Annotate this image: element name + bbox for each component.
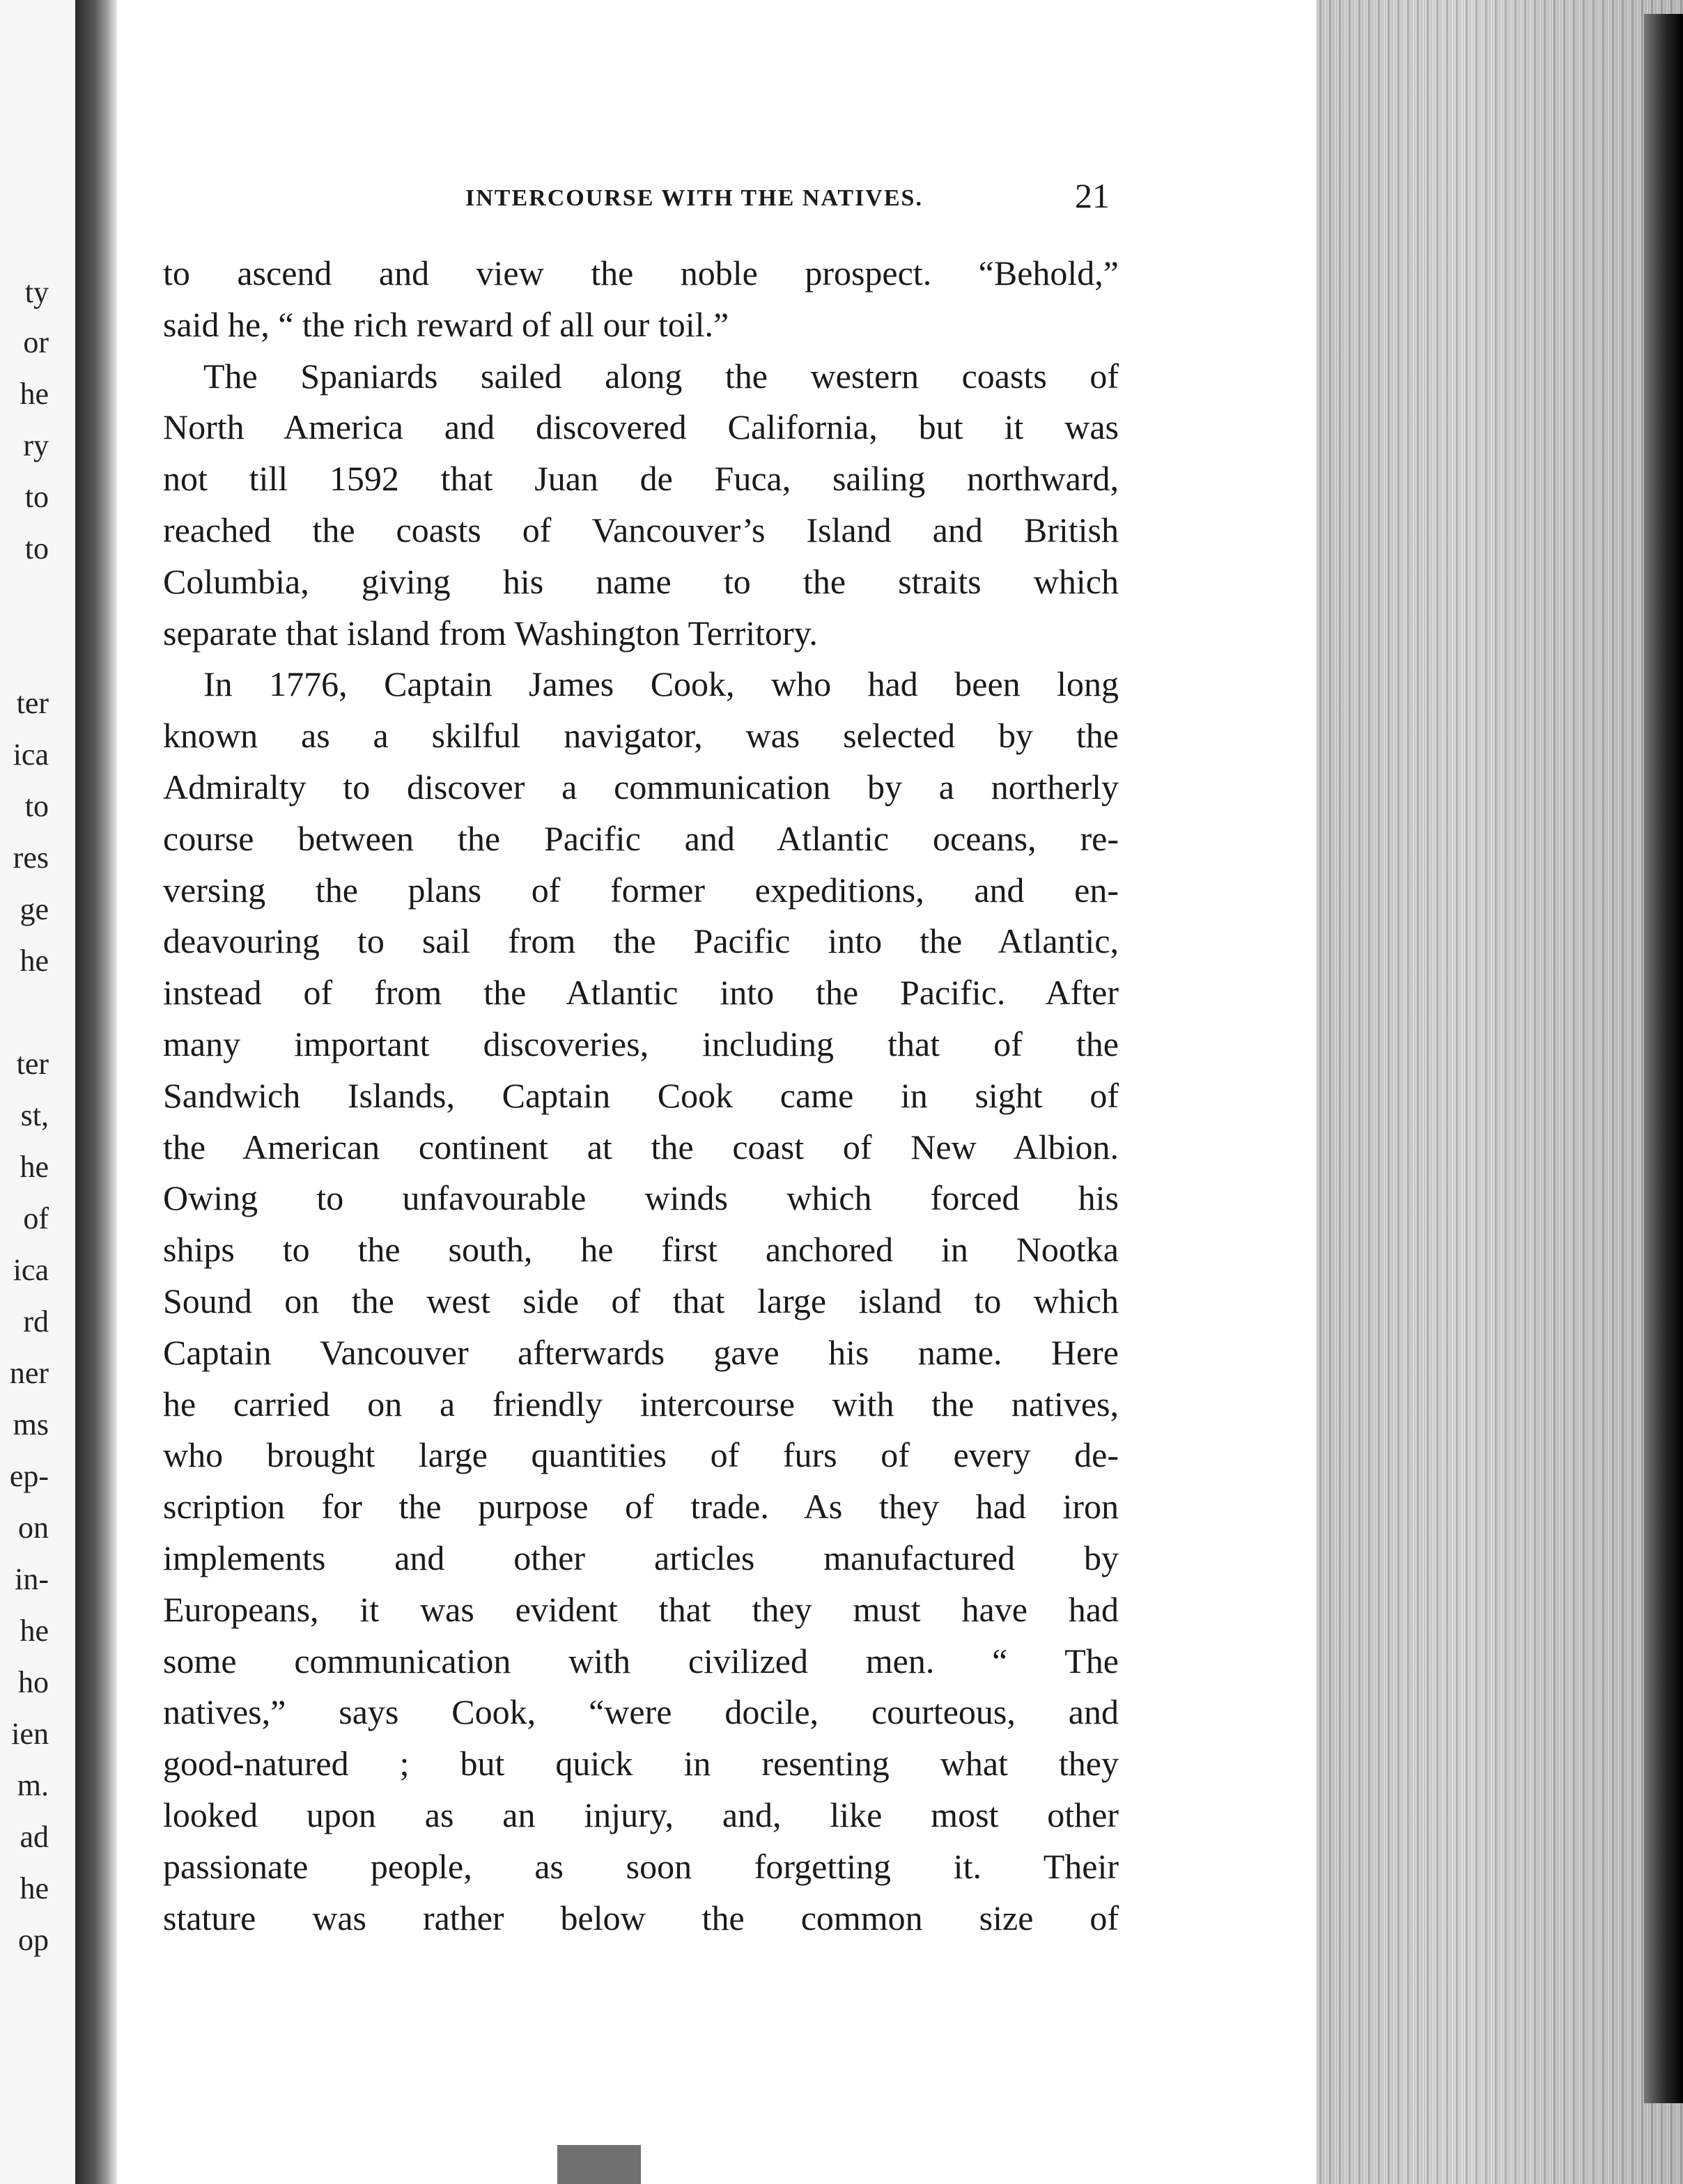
text-line: many important discoveries, including that of the xyxy=(163,1024,1119,1063)
text-line: he carried on a friendly intercourse with the natives, xyxy=(163,1384,1119,1424)
text-line: separate that island from Washington Territory. xyxy=(163,613,818,653)
previous-page-fragment: on xyxy=(18,1511,49,1545)
text-line: implements and other articles manufactured by xyxy=(163,1538,1119,1577)
text-line: not till 1592 that Juan de Fuca, sailing northward, xyxy=(163,459,1119,499)
text-line: looked upon as an injury, and, like most other xyxy=(163,1795,1119,1834)
previous-page-fragment: ter xyxy=(16,686,49,720)
text-line: scription for the purpose of trade. As they had iron xyxy=(163,1487,1119,1527)
previous-page-fragment: op xyxy=(18,1923,49,1957)
previous-page-text-fragments xyxy=(0,0,75,2184)
previous-page-fragment: ge xyxy=(20,892,49,926)
text-line: Europeans, it was evident that they must have had xyxy=(163,1589,1119,1629)
text-line: to ascend and view the noble prospect. “Behold,” xyxy=(163,254,1119,292)
page-number: 21 xyxy=(1075,176,1110,215)
text-line: Sound on the west side of that large island to which xyxy=(163,1281,1119,1320)
previous-page-fragment: he xyxy=(20,377,49,411)
text-line: North America and discovered California, but it was xyxy=(163,407,1119,447)
text-line: said he, “ the rich reward of all our toil.” xyxy=(163,304,729,344)
book-page xyxy=(117,0,1317,2184)
previous-page-fragment: ica xyxy=(13,1253,49,1287)
text-line: deavouring to sail from the Pacific into the Atlantic, xyxy=(163,921,1119,961)
previous-page-fragment: ter xyxy=(16,1047,49,1081)
previous-page-fragment: he xyxy=(20,1871,49,1905)
book-cover-edge xyxy=(1644,14,1683,2103)
previous-page-fragment: to xyxy=(24,789,49,823)
text-line: good-natured ; but quick in resenting what they xyxy=(163,1744,1119,1784)
previous-page-fragment: res xyxy=(13,841,49,875)
text-line: course between the Pacific and Atlantic oceans, re- xyxy=(163,818,1119,858)
previous-page-fragment: ica xyxy=(13,738,49,772)
page-edge-shading xyxy=(1317,0,1683,2184)
previous-page-fragment: ho xyxy=(18,1665,49,1699)
text-line: Sandwich Islands, Captain Cook came in sight of xyxy=(163,1075,1119,1115)
text-line: instead of from the Atlantic into the Pacific. After xyxy=(163,973,1119,1013)
text-line: some communication with civilized men. “ The xyxy=(163,1641,1119,1680)
paragraph-first-line: The Spaniards sailed along the western coasts of xyxy=(203,356,1119,396)
previous-page-fragment: rd xyxy=(23,1304,49,1339)
text-line: known as a skilful navigator, was selected by the xyxy=(163,716,1119,756)
text-line: stature was rather below the common size of xyxy=(163,1898,1119,1937)
previous-page-fragment: to xyxy=(24,531,49,566)
previous-page-fragment: ry xyxy=(23,428,49,462)
previous-page-fragment: ien xyxy=(11,1717,49,1751)
text-line: versing the plans of former expeditions, and en- xyxy=(163,870,1119,910)
previous-page-fragment: he xyxy=(20,1614,49,1648)
previous-page-fragment: ty xyxy=(24,275,49,309)
running-head: INTERCOURSE WITH THE NATIVES. xyxy=(465,185,923,211)
book-binding-gutter xyxy=(75,0,117,2184)
text-line: reached the coasts of Vancouver’s Island and British xyxy=(163,510,1119,549)
previous-page-fragment: or xyxy=(23,325,49,359)
previous-page-fragment: m. xyxy=(17,1768,49,1802)
previous-page-fragment: ms xyxy=(13,1407,49,1442)
text-line: who brought large quantities of furs of every de- xyxy=(163,1435,1119,1475)
text-line: passionate people, as soon forgetting it. Their xyxy=(163,1846,1119,1886)
previous-page-fragment: of xyxy=(23,1201,49,1235)
previous-page-fragment: to xyxy=(24,480,49,514)
text-line: Captain Vancouver afterwards gave his name. Here xyxy=(163,1332,1119,1372)
text-line: Admiralty to discover a communication by a northerly xyxy=(163,767,1119,806)
text-line: ships to the south, he first anchored in Nootka xyxy=(163,1230,1119,1270)
previous-page-fragment: in- xyxy=(15,1562,49,1596)
previous-page-fragment: ad xyxy=(20,1820,49,1854)
text-line: natives,” says Cook, “were docile, courteous, and xyxy=(163,1692,1119,1732)
previous-page-fragment: st, xyxy=(20,1098,49,1132)
text-line: Columbia, giving his name to the straits which xyxy=(163,561,1119,601)
text-line: the American continent at the coast of New Albion. xyxy=(163,1127,1119,1167)
previous-page-fragment: ep- xyxy=(9,1459,49,1493)
body-text xyxy=(163,248,1119,1944)
previous-page-fragment: he xyxy=(20,944,49,978)
paragraph-first-line: In 1776, Captain James Cook, who had been long xyxy=(203,664,1119,704)
previous-page-fragment: he xyxy=(20,1150,49,1184)
previous-page-fragment: ner xyxy=(9,1356,49,1390)
text-line: Owing to unfavourable winds which forced his xyxy=(163,1178,1119,1218)
